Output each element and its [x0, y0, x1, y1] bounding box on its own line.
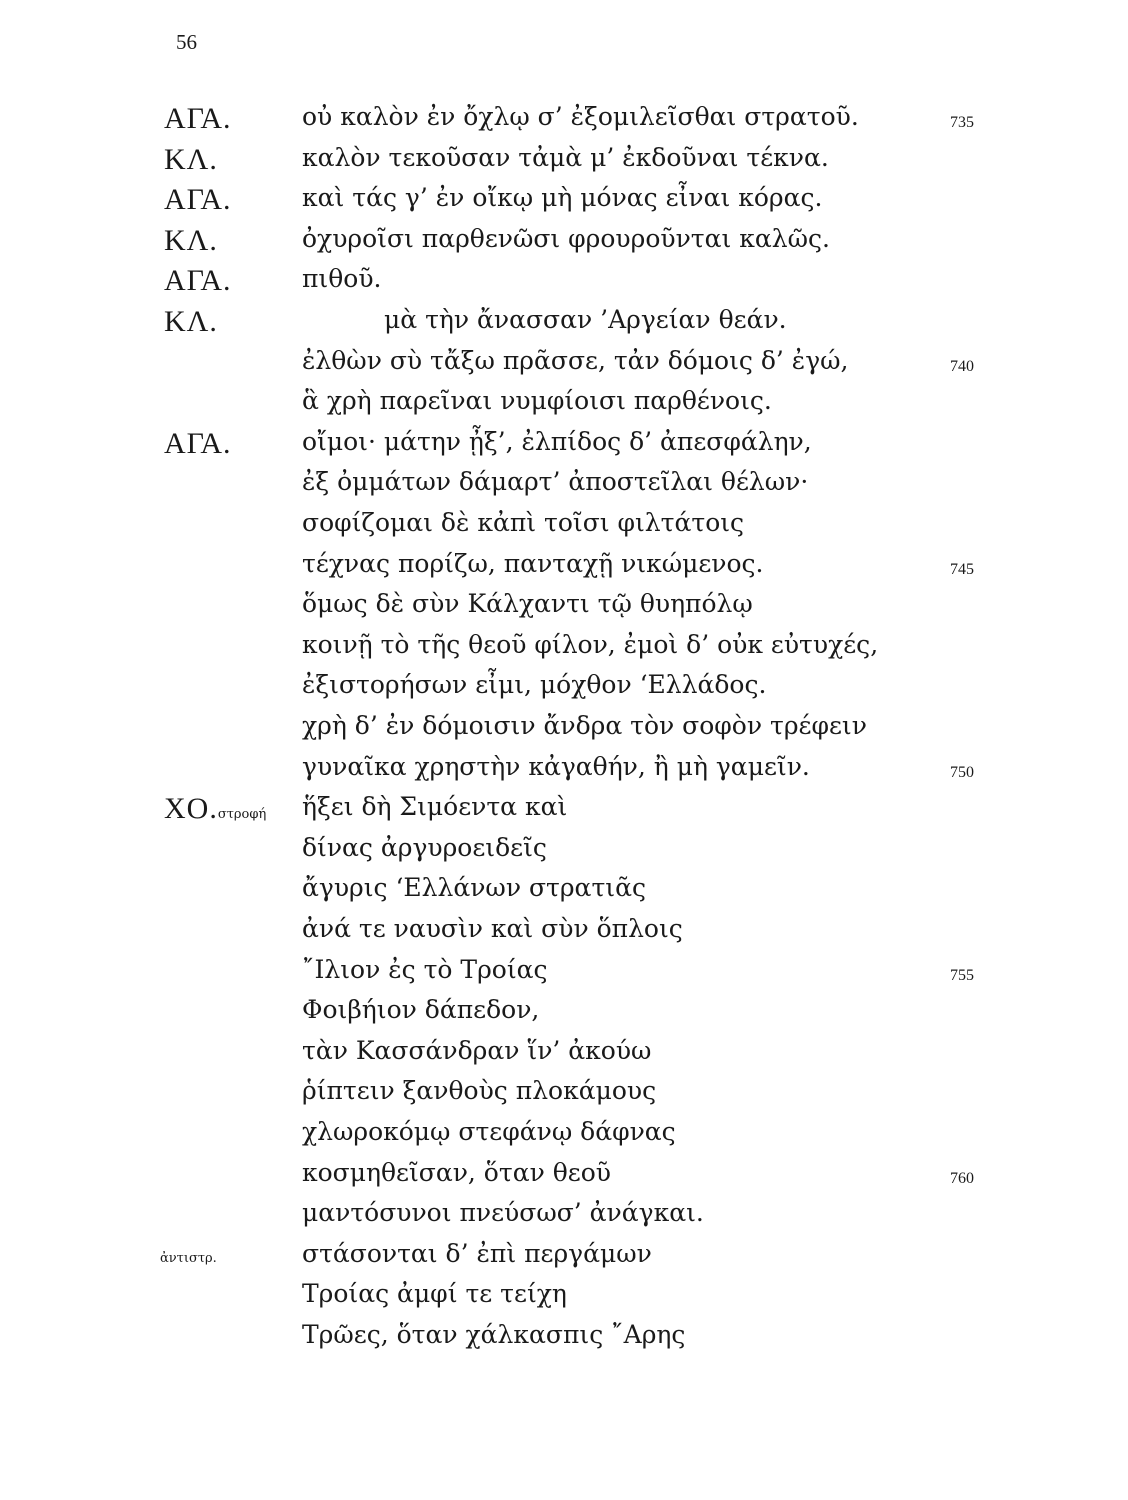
verse-line — [0, 1076, 1128, 1116]
verse-text: σοφίζομαι δὲ κἀπὶ τοῖσι φιλτάτοις — [302, 508, 745, 537]
verse-line — [0, 711, 1128, 751]
speaker-name: ΑΓΑ. — [164, 102, 232, 135]
verse-text: οὐ καλὸν ἐν ὄχλῳ σ’ ἐξομιλεῖσθαι στρατοῦ. — [302, 102, 859, 131]
verse-line — [0, 549, 1128, 589]
verse-text: ἐλθὼν σὺ τἄξω πρᾶσσε, τἀν δόμοις δ’ ἐγώ, — [302, 345, 849, 375]
line-number: 740 — [950, 357, 974, 375]
verse-text: ἃ χρὴ παρεῖναι νυμφίοισι παρθένοις. — [302, 386, 772, 416]
speaker-label — [164, 264, 232, 298]
verse-text: μὰ τὴν ἄνασσαν ’Αργείαν θεάν. — [384, 305, 787, 334]
verse-text: ῎Ιλιον ἐς τὸ Τροίας — [302, 954, 548, 984]
verse-line — [0, 1320, 1128, 1360]
verse-text: ἀνά τε ναυσὶν καὶ σὺν ὅπλοις — [302, 914, 683, 943]
verse-line — [0, 467, 1128, 507]
verse-text: γυναῖκα χρηστὴν κἀγαθήν, ἢ μὴ γαμεῖν. — [302, 751, 810, 781]
verse-line — [0, 873, 1128, 913]
verse-text: κοσμηθεῖσαν, ὅταν θεοῦ — [302, 1157, 611, 1187]
speaker-label — [164, 305, 218, 339]
verse-text: κοινῇ τὸ τῆς θεοῦ φίλον, ἐμοὶ δ’ οὐκ εὐτυχές, — [302, 629, 879, 659]
verse-line — [0, 833, 1128, 873]
line-number: 760 — [950, 1169, 974, 1187]
verse-text: ὀχυροῖσι παρθενῶσι φρουροῦνται καλῶς. — [302, 223, 830, 253]
verse-text: τὰν Κασσάνδραν ἵν’ ἀκούω — [302, 1035, 652, 1065]
verse-text: μαντόσυνοι πνεύσωσ’ ἀνάγκαι. — [302, 1198, 704, 1228]
verse-line — [0, 427, 1128, 467]
speaker-name: ΚΛ. — [164, 223, 218, 257]
verse-line — [0, 630, 1128, 670]
verse-text: δίνας ἀργυροειδεῖς — [302, 832, 547, 862]
line-number: 750 — [950, 763, 974, 781]
verse-line — [0, 1279, 1128, 1319]
verse-line — [0, 792, 1128, 832]
verse-line — [0, 305, 1128, 345]
speaker-name: ΧΟ. — [164, 792, 218, 826]
verse-line — [0, 752, 1128, 792]
verse-text: οἴμοι· μάτην ᾖξ’, ἐλπίδος δ’ ἀπεσφάλην, — [302, 426, 812, 456]
verse-line — [0, 1239, 1128, 1279]
page-number: 56 — [176, 30, 197, 54]
speaker-label — [164, 427, 232, 461]
verse-line — [0, 508, 1128, 548]
verse-line — [0, 386, 1128, 426]
speaker-name: ΑΓΑ. — [164, 264, 232, 298]
verse-line — [0, 264, 1128, 304]
verse-line — [0, 183, 1128, 223]
verse-text: καλὸν τεκοῦσαν τἀμὰ μ’ ἐκδοῦναι τέκνα. — [302, 142, 829, 172]
verse-text: πιθοῦ. — [302, 264, 382, 294]
verse-text: Τρῶες, ὅταν χάλκασπις ῎Αρης — [302, 1320, 686, 1349]
verse-line — [0, 346, 1128, 386]
verse-text: ἥξει δὴ Σιμόεντα καὶ — [302, 792, 568, 822]
verse-line — [0, 589, 1128, 629]
line-number: 745 — [950, 560, 974, 578]
verse-text: Τροίας ἀμφί τε τείχη — [302, 1279, 567, 1309]
verse-line — [0, 995, 1128, 1035]
verse-line — [0, 1036, 1128, 1076]
speaker-name: ΑΓΑ. — [164, 183, 232, 217]
verse-line — [0, 1198, 1128, 1238]
speaker-name: ΑΓΑ. — [164, 426, 232, 460]
antistrophe-marker: ἀντιστρ. — [160, 1250, 217, 1266]
strophe-marker: στροφή — [217, 807, 267, 823]
line-number: 755 — [950, 966, 974, 984]
verse-line — [0, 955, 1128, 995]
verse-text: ἐξ ὀμμάτων δάμαρτ’ ἀποστεῖλαι θέλων· — [302, 467, 809, 497]
speaker-name: ΚΛ. — [164, 142, 218, 176]
verse-text: χρὴ δ’ ἐν δόμοισιν ἄνδρα τὸν σοφὸν τρέφειν — [302, 711, 867, 740]
speaker-name: ΚΛ. — [164, 305, 218, 338]
verse-text: Φοιβήιον δάπεδον, — [302, 995, 540, 1025]
verse-line — [0, 914, 1128, 954]
verse-text: τέχνας πορίζω, πανταχῇ νικώμενος. — [302, 548, 764, 578]
line-number: 735 — [950, 114, 974, 131]
verse-text: ῥίπτειν ξανθοὺς πλοκάμους — [302, 1076, 657, 1106]
speaker-label — [164, 102, 232, 136]
verse-text: στάσονται δ’ ἐπὶ περγάμων — [302, 1238, 652, 1268]
speaker-label — [164, 143, 218, 177]
verse-text: ἄγυρις ‘Ελλάνων στρατιᾶς — [302, 873, 646, 903]
speaker-label — [164, 792, 266, 826]
verse-text: καὶ τάς γ’ ἐν οἴκῳ μὴ μόνας εἶναι κόρας. — [302, 183, 823, 213]
verse-line — [0, 143, 1128, 183]
verse-line — [0, 102, 1128, 142]
verse-text: ἐξιστορήσων εἶμι, μόχθον ‘Ελλάδος. — [302, 670, 767, 700]
verse-line — [0, 1158, 1128, 1198]
speaker-label — [164, 224, 218, 258]
verse-line — [0, 1117, 1128, 1157]
verse-text: χλωροκόμῳ στεφάνῳ δάφνας — [302, 1117, 676, 1146]
speaker-label — [164, 183, 232, 217]
verse-line — [0, 670, 1128, 710]
verse-line — [0, 224, 1128, 264]
verse-text: ὅμως δὲ σὺν Κάλχαντι τῷ θυηπόλῳ — [302, 589, 753, 619]
